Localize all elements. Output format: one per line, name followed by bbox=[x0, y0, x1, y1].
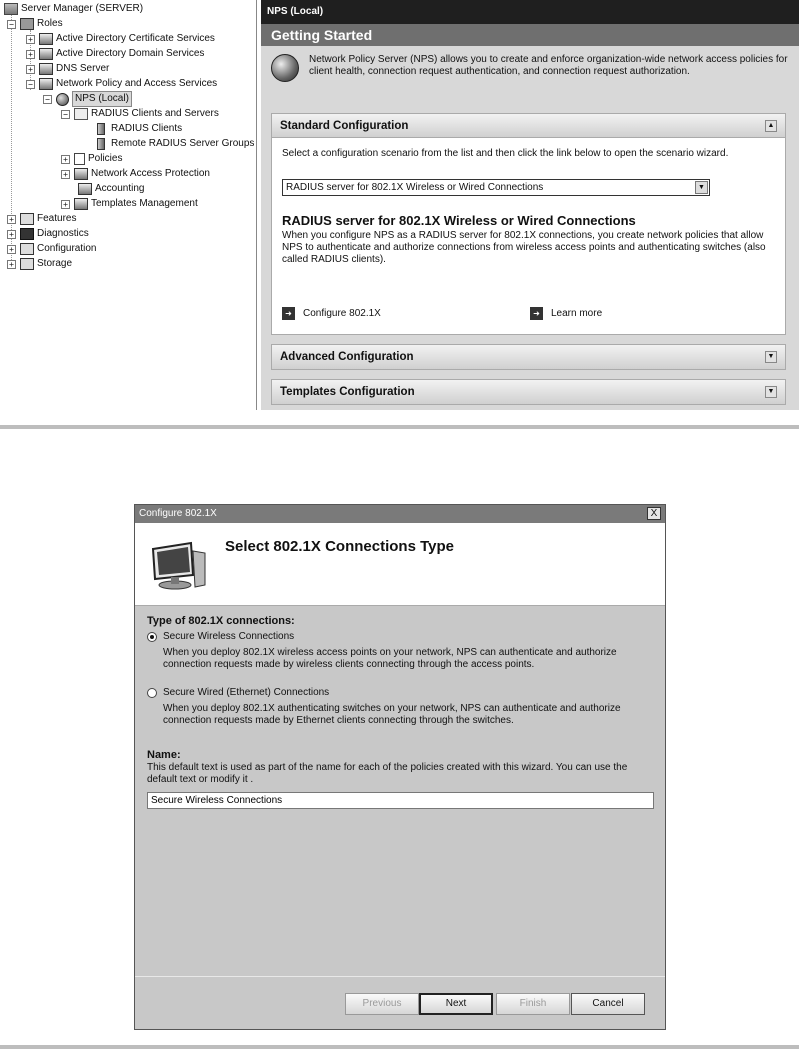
content-pane bbox=[261, 0, 799, 410]
tree-item-templates-management[interactable] bbox=[61, 197, 198, 211]
dialog-header bbox=[135, 523, 665, 606]
expand-icon[interactable]: + bbox=[7, 230, 16, 239]
expand-icon[interactable]: + bbox=[61, 155, 70, 164]
domain-services-icon bbox=[39, 48, 53, 60]
navigation-tree bbox=[0, 0, 257, 410]
name-label: Name: bbox=[147, 749, 181, 761]
diagnostics-icon bbox=[20, 228, 34, 240]
policy-document-icon bbox=[74, 153, 85, 165]
name-description: This default text is used as part of the name for each of the policies created with this wizard. You can use the default text or modify it . bbox=[147, 762, 628, 785]
configure-8021x-link[interactable] bbox=[282, 307, 381, 320]
network-access-protection-icon bbox=[74, 168, 88, 180]
tree-label: NPS (Local) bbox=[72, 91, 132, 107]
tree-item-remote-radius-groups[interactable] bbox=[97, 137, 254, 151]
tree-label: Configuration bbox=[37, 243, 97, 254]
expand-icon[interactable]: + bbox=[7, 260, 16, 269]
standard-configuration-header[interactable] bbox=[272, 114, 785, 138]
content-header: NPS (Local) bbox=[261, 0, 799, 24]
nps-description-text: Network Policy Server (NPS) allows you to create and enforce organization-wide network access policies for client health, connection request authentication, and connection request authorization. bbox=[309, 54, 788, 77]
tree-item-server-manager[interactable] bbox=[4, 2, 143, 16]
dialog-titlebar[interactable] bbox=[135, 505, 665, 523]
collapse-icon[interactable]: − bbox=[7, 20, 16, 29]
finish-button[interactable]: Finish bbox=[496, 993, 570, 1015]
chevron-down-icon[interactable]: ▼ bbox=[695, 181, 708, 194]
section-title: Advanced Configuration bbox=[280, 351, 414, 363]
tree-item-nps-local[interactable] bbox=[43, 92, 132, 106]
advanced-configuration-panel[interactable] bbox=[271, 344, 786, 370]
roles-icon bbox=[20, 18, 34, 30]
tree-item-adds[interactable] bbox=[26, 47, 204, 61]
tree-label: Active Directory Domain Services bbox=[56, 48, 205, 59]
cancel-button[interactable]: Cancel bbox=[571, 993, 645, 1015]
link-label: Configure 802.1X bbox=[303, 308, 381, 319]
tree-item-configuration[interactable] bbox=[7, 242, 96, 256]
dialog-heading: Select 802.1X Connections Type bbox=[225, 538, 454, 555]
expand-arrow-icon[interactable]: ▼ bbox=[765, 386, 777, 398]
screenshot-divider bbox=[0, 1045, 799, 1049]
learn-more-link[interactable] bbox=[530, 307, 602, 320]
getting-started-description bbox=[271, 54, 791, 90]
collapse-icon[interactable]: − bbox=[61, 110, 70, 119]
arrow-right-icon: ➜ bbox=[530, 307, 543, 320]
wired-option[interactable] bbox=[147, 687, 655, 698]
expand-icon[interactable]: + bbox=[7, 245, 16, 254]
templates-configuration-header[interactable] bbox=[272, 380, 785, 404]
tree-label: Policies bbox=[88, 153, 123, 164]
globe-icon bbox=[56, 93, 69, 106]
section-title: Standard Configuration bbox=[280, 120, 409, 132]
features-icon bbox=[20, 213, 34, 225]
tree-item-storage[interactable] bbox=[7, 257, 72, 271]
tree-label: RADIUS Clients bbox=[111, 123, 183, 134]
tree-label: Templates Management bbox=[91, 198, 198, 209]
tree-label: Accounting bbox=[95, 183, 145, 194]
configuration-icon bbox=[20, 243, 34, 255]
tree-label: Diagnostics bbox=[37, 228, 89, 239]
close-icon[interactable]: X bbox=[647, 507, 661, 520]
tree-label: Roles bbox=[37, 18, 63, 29]
server-tower-icon bbox=[97, 123, 105, 135]
tree-item-diagnostics[interactable] bbox=[7, 227, 89, 241]
server-icon bbox=[4, 3, 18, 15]
expand-icon[interactable]: + bbox=[61, 170, 70, 179]
expand-icon[interactable]: + bbox=[26, 35, 35, 44]
scenario-selected-value: RADIUS server for 802.1X Wireless or Wired Connections bbox=[286, 182, 544, 193]
tree-item-policies[interactable] bbox=[61, 152, 122, 166]
folder-icon bbox=[74, 108, 88, 120]
tree-label: Network Policy and Access Services bbox=[56, 78, 218, 89]
tree-item-nap[interactable] bbox=[61, 167, 210, 181]
tree-item-radius-clients-servers[interactable] bbox=[61, 107, 219, 121]
getting-started-title: Getting Started bbox=[261, 24, 799, 46]
tree-item-npas[interactable] bbox=[26, 77, 217, 91]
server-tower-icon bbox=[97, 138, 105, 150]
tree-item-roles[interactable] bbox=[7, 17, 63, 31]
tree-label: Storage bbox=[37, 258, 73, 269]
screenshot-divider bbox=[0, 425, 799, 429]
tree-item-adcs[interactable] bbox=[26, 32, 215, 46]
scenario-title: RADIUS server for 802.1X Wireless or Wired Connections bbox=[282, 213, 636, 228]
expand-icon[interactable]: + bbox=[7, 215, 16, 224]
radio-label[interactable]: Secure Wired (Ethernet) Connections bbox=[163, 687, 330, 698]
wireless-description: When you deploy 802.1X wireless access points on your network, NPS can authenticate and authorize connection requests made by wireless clients connecting through the access points. bbox=[163, 647, 617, 670]
tree-item-radius-clients[interactable] bbox=[97, 122, 182, 136]
policy-name-input[interactable] bbox=[147, 792, 654, 809]
tree-item-dns[interactable] bbox=[26, 62, 109, 76]
globe-icon bbox=[271, 54, 299, 82]
monitor-icon bbox=[149, 541, 207, 591]
standard-configuration-panel bbox=[271, 113, 786, 335]
scenario-dropdown[interactable] bbox=[282, 179, 710, 196]
collapse-icon[interactable]: − bbox=[26, 80, 35, 89]
storage-icon bbox=[20, 258, 34, 270]
section-title: Templates Configuration bbox=[280, 386, 415, 398]
radio-wired[interactable] bbox=[147, 688, 157, 698]
link-label: Learn more bbox=[551, 308, 603, 319]
tree-label: Network Access Protection bbox=[91, 168, 210, 179]
expand-icon[interactable]: + bbox=[26, 65, 35, 74]
expand-icon[interactable]: + bbox=[61, 200, 70, 209]
configure-8021x-dialog bbox=[134, 504, 666, 1030]
dialog-footer bbox=[135, 976, 665, 1030]
tree-label: DNS Server bbox=[56, 63, 110, 74]
tree-item-features[interactable] bbox=[7, 212, 76, 226]
dns-server-icon bbox=[39, 63, 53, 75]
tree-label: Remote RADIUS Server Groups bbox=[111, 138, 255, 149]
scenario-description: When you configure NPS as a RADIUS server for 802.1X connections, you create network policies that allow NPS to authenticate and authorize connections from wireless access points and authenticating switches (also called RADIUS clients). bbox=[282, 230, 766, 265]
templates-configuration-panel[interactable] bbox=[271, 379, 786, 405]
tree-label: RADIUS Clients and Servers bbox=[91, 108, 219, 119]
next-button[interactable]: Next bbox=[419, 993, 493, 1015]
certificate-services-icon bbox=[39, 33, 53, 45]
wireless-option[interactable] bbox=[147, 631, 655, 642]
expand-icon[interactable]: + bbox=[26, 50, 35, 59]
accounting-icon bbox=[78, 183, 92, 195]
radio-wireless[interactable] bbox=[147, 632, 157, 642]
dialog-body bbox=[147, 615, 655, 809]
wired-description: When you deploy 802.1X authenticating switches on your network, NPS can authenticate and authorize connection requests made by Ethernet clients connecting through the switches. bbox=[163, 703, 621, 726]
radio-label[interactable]: Secure Wireless Connections bbox=[163, 631, 295, 642]
templates-icon bbox=[74, 198, 88, 210]
expand-arrow-icon[interactable]: ▼ bbox=[765, 351, 777, 363]
tree-item-accounting[interactable] bbox=[78, 182, 144, 196]
tree-label: Features bbox=[37, 213, 77, 224]
arrow-right-icon: ➜ bbox=[282, 307, 295, 320]
scenario-instruction: Select a configuration scenario from the list and then click the link below to open the scenario wizard. bbox=[282, 148, 729, 159]
collapse-arrow-icon[interactable]: ▲ bbox=[765, 120, 777, 132]
dialog-title: Configure 802.1X bbox=[139, 508, 217, 519]
advanced-configuration-header[interactable] bbox=[272, 345, 785, 369]
previous-button[interactable]: Previous bbox=[345, 993, 419, 1015]
tree-label: Server Manager (SERVER) bbox=[21, 3, 144, 14]
server-manager-window bbox=[0, 0, 799, 410]
connection-type-label: Type of 802.1X connections: bbox=[147, 615, 295, 627]
network-policy-icon bbox=[39, 78, 53, 90]
tree-label: Active Directory Certificate Services bbox=[56, 33, 215, 44]
collapse-icon[interactable]: − bbox=[43, 95, 52, 104]
